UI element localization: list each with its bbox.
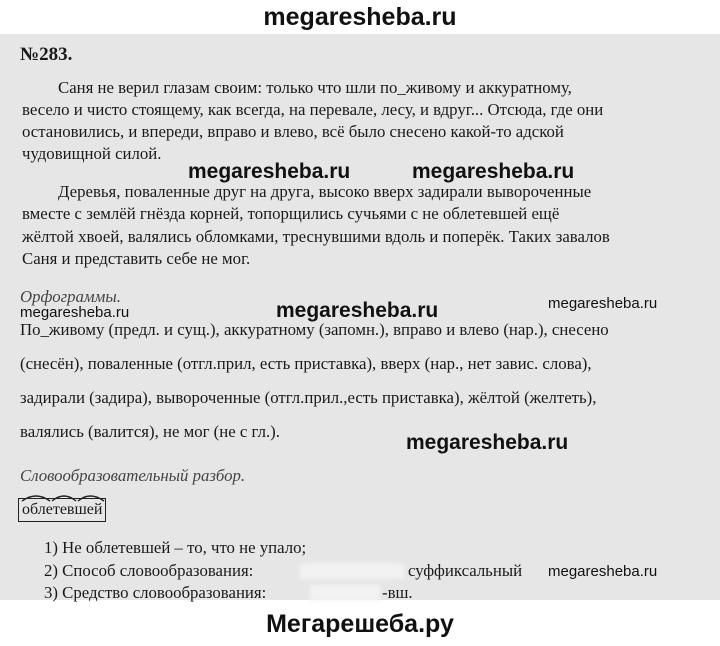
analysis-value: -вш. <box>382 583 413 602</box>
text-line: остановились, и впереди, вправо и влево, всё было снесено какой-то адской <box>22 122 564 141</box>
text-line: вместе с землёй гнёзда корней, топорщились сучьями с не облетевшей ещё <box>22 204 560 223</box>
exercise-number: №283. <box>20 44 73 65</box>
analysis-line: 1) Не облетевшей – то, что не упало; <box>44 538 307 557</box>
text-line: Саня не верил глазам своим: только что шли по_живому и аккуратному, <box>58 78 572 97</box>
overlay-watermark: megaresheba.ru <box>406 431 569 454</box>
text-line: Деревья, поваленные друг на друга, высоко вверх задирали вывороченные <box>58 182 592 201</box>
overlay-watermark: megaresheba.ru <box>548 295 658 312</box>
blurred-region <box>300 563 404 579</box>
analysis-line: 3) Средство словообразования: <box>44 583 267 602</box>
overlay-watermark: megaresheba.ru <box>276 299 439 322</box>
orthogram-line: задирали (задира), вывороченные (отгл.прил.,есть приставка), жёлтой (желтеть), <box>20 388 597 407</box>
text-line: жёлтой хвоей, валялись обломками, треснувшими вдоль и поперёк. Таких завалов <box>22 227 610 246</box>
header-watermark: megaresheba.ru <box>263 3 457 31</box>
blurred-region <box>310 585 380 601</box>
text-line: Саня и представить себе не мог. <box>22 249 251 268</box>
word-formation-heading: Словообразовательный разбор. <box>20 466 246 485</box>
word-box: облетевшей <box>18 498 106 522</box>
analysis-line: 2) Способ словообразования: <box>44 561 254 580</box>
footer-watermark: Мегарешеба.ру <box>266 610 454 638</box>
orthogram-line: валялись (валится), не мог (не с гл.). <box>20 422 280 441</box>
text-line: чудовищной силой. <box>22 144 162 163</box>
overlay-watermark: megaresheba.ru <box>548 563 658 580</box>
orthogram-line: (снесён), поваленные (отгл.прил, есть приставка), вверх (нар., нет завис. слова), <box>20 354 592 373</box>
orthogram-line: По_живому (предл. и сущ.), аккуратному (запомн.), вправо и влево (нар.), снесено <box>20 320 609 339</box>
orthograms-heading: Орфограммы. <box>20 287 121 306</box>
overlay-watermark: megaresheba.ru <box>188 160 351 183</box>
overlay-watermark: megaresheba.ru <box>20 304 130 321</box>
text-line: весело и чисто стоящему, как всегда, на перевале, лесу, и вдруг... Отсюда, где они <box>22 100 604 119</box>
analysis-value: суффиксальный <box>408 561 523 580</box>
overlay-watermark: megaresheba.ru <box>412 160 575 183</box>
